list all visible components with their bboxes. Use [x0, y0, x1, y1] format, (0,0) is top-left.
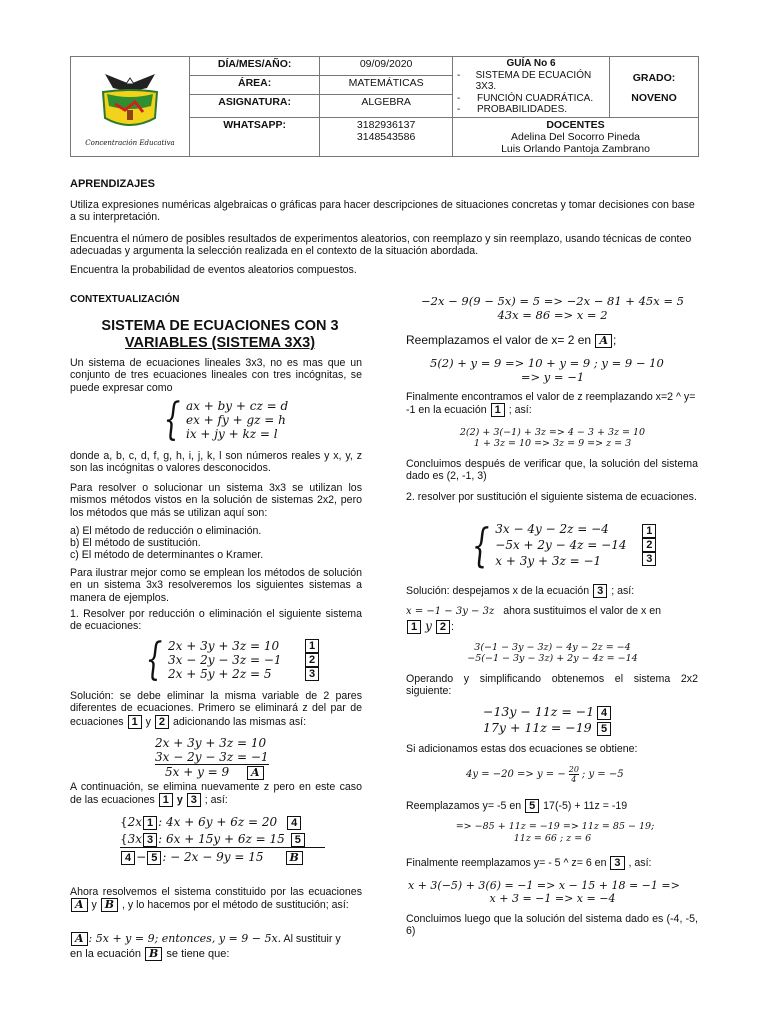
- area-label: ÁREA:: [190, 75, 320, 94]
- grado-value: NOVENO: [631, 92, 677, 104]
- aprendizajes-title: APRENDIZAJES: [70, 178, 155, 190]
- general-eq-2: ex + fy + gz = h: [186, 413, 286, 427]
- operando-text: Operando y simplificando obtenemos el sistema 2x2 siguiente:: [406, 673, 698, 698]
- section-title-line-1: SISTEMA DE ECUACIONES CON 3: [101, 318, 339, 334]
- method-b: b) El método de sustitución.: [70, 537, 201, 549]
- equation-label-a: A: [247, 766, 264, 780]
- substitution-line-2: [70, 947, 229, 961]
- adicionamos-text: Si adicionamos estas dos ecuaciones se obtiene:: [406, 743, 638, 755]
- equation-label-3: 3: [305, 667, 319, 681]
- solution-1-part-c: adicionando las mismas así:: [172, 715, 307, 728]
- equation-label-a: A: [595, 334, 612, 348]
- continuation-part-a: A continuación, se elimina nuevamente z pero en este caso de las ecuaciones: [70, 781, 362, 807]
- equation-label-2: 2: [305, 653, 319, 667]
- system-3-eq-1: −13y − 11z = −1: [483, 704, 595, 719]
- right-m3: 2(2) + 3(−1) + 3z => 4 − 3 + 3z = 10: [459, 427, 646, 438]
- example-2-text: 2. resolver por sustitución el siguiente sistema de ecuaciones.: [406, 491, 697, 503]
- reemplazamos-2-part-a: Reemplazamos y= -5 en: [406, 800, 522, 812]
- right-m8: [466, 765, 624, 784]
- solution-2-part-a: Solución: despejamos x de la ecuación: [406, 585, 590, 597]
- ahora-text: [70, 886, 362, 912]
- solution-2-part-b: ; así:: [611, 585, 635, 597]
- equation-label-3: 3: [187, 793, 201, 807]
- equation-label-1: 1: [143, 816, 157, 830]
- elim-1-result: 5x + y = 9: [165, 765, 230, 779]
- fraction-numerator: 20: [568, 765, 579, 774]
- substitution-text: Al sustituir y: [281, 933, 341, 945]
- example-1-text: 1. Resolver por reducción o eliminación el siguiente sistema de ecuaciones:: [70, 608, 362, 633]
- elimination-1: [155, 736, 269, 780]
- system-2: { 3x − 4y − 2z = −4 −5x + 2y − 4z = −14 x + 3y + 3z = −1 1 2 3: [466, 521, 657, 569]
- general-eq-3: ix + jy + kz = l: [186, 427, 278, 441]
- substitution-line: [70, 932, 370, 946]
- continuation-asi: ; así:: [204, 794, 228, 807]
- school-logo-cell: [71, 57, 190, 157]
- right-m11: x + 3(−5) + 3(6) = −1 => x − 15 + 18 = −1 =>: [408, 879, 680, 892]
- whatsapp-1: 3182936137: [356, 118, 416, 131]
- logo-caption: Concentración Educativa: [85, 138, 175, 147]
- equation-label-5: 5: [147, 851, 161, 865]
- equation-label-5: 5: [291, 833, 305, 847]
- m8-part-b: ; y = −5: [581, 769, 624, 780]
- system-3: [483, 704, 612, 736]
- docentes-label: DOCENTES: [546, 118, 605, 131]
- reemplazamos-text: [406, 333, 616, 348]
- area-value: MATEMÁTICAS: [320, 75, 453, 94]
- finalmente-1-text: [406, 391, 698, 417]
- aprendizajes-p3: Encuentra la probabilidad de eventos aleatorios compuestos.: [70, 264, 357, 276]
- equation-label-2: 2: [155, 715, 169, 729]
- finalmente-1-part-b: ; así:: [508, 404, 532, 417]
- ahora-y: y: [91, 899, 97, 912]
- equation-label-5: 5: [525, 799, 539, 813]
- donde-text: donde a, b, c, d, f, g, h, i, j, k, l son números reales y x, y, z son las incógnitas o valores desconocidos.: [70, 450, 362, 475]
- elim-2-factor-1: 2x: [127, 815, 143, 829]
- finalmente-1-part-a: Finalmente encontramos el valor de z reemplazando x=2 ^ y= -1 en la ecuación: [406, 391, 696, 417]
- despeje-colon: :: [450, 621, 454, 633]
- equation-label-3: 3: [143, 833, 157, 847]
- guia-cell: [453, 57, 610, 118]
- equation-label-1: 1: [159, 793, 173, 807]
- equation-label-3: 3: [642, 552, 656, 566]
- equation-label-4: 4: [121, 851, 135, 865]
- equation-label-2: 2: [642, 538, 656, 552]
- equation-label-4: 4: [597, 706, 611, 720]
- elim-2-eq-2: : 6x + 15y + 6z = 15: [158, 832, 285, 846]
- ilustrar-text: Para ilustrar mejor como se emplean los métodos de solución en un sistema 3x3 resolveremos los siguientes sistemas a manera de ejemplos.: [70, 567, 362, 604]
- solution-1-part-a: Solución: se debe eliminar la misma variable de 2 pares diferentes de ecuaciones. Primero se eliminará z del par de ecuaciones: [70, 690, 362, 728]
- guia-item: - PROBABILIDADES.: [457, 104, 568, 115]
- continuation-y: y: [176, 794, 183, 807]
- despeje-math: x = −1 − 3y − 3z: [406, 606, 495, 617]
- conclusion-2: Concluimos luego que la solución del sistema dado es (-4, -5, 6): [406, 913, 698, 938]
- substitution-part-3: se tiene que:: [166, 948, 230, 960]
- system-2-eq-1: 3x − 4y − 2z = −4: [495, 522, 609, 536]
- whatsapp-values: [320, 117, 453, 156]
- elim-1-eq-2: 3x − 2y − 3z = −1: [155, 750, 269, 764]
- method-c: c) El método de determinantes o Kramer.: [70, 549, 264, 561]
- system-1-eq-1: 2x + 3y + 3z = 10: [168, 639, 280, 653]
- elim-1-eq-1: 2x + 3y + 3z = 10: [155, 736, 267, 750]
- equation-label-b: B: [145, 947, 162, 961]
- general-system: { ax + by + cz = d ex + fy + gz = h ix + jy + kz = l: [163, 394, 289, 445]
- guia-title: GUÍA No 6: [506, 58, 556, 69]
- despeje-line-2: [406, 619, 454, 634]
- right-l1: −2x − 9(9 − 5x) = 5 => −2x − 81 + 45x = 5: [421, 294, 684, 308]
- right-m4: 1 + 3z = 10 => 3z = 9 => z = 3: [473, 438, 632, 449]
- equation-label-a: A: [71, 898, 88, 912]
- guia-item: - SISTEMA DE ECUACIÓN 3X3.: [457, 69, 592, 92]
- equation-label-1: 1: [491, 403, 505, 417]
- grado-label: GRADO:: [632, 72, 676, 84]
- equation-label-1: 1: [407, 620, 421, 634]
- section-title-line-2: VARIABLES (SISTEMA 3X3): [124, 335, 316, 351]
- equation-label-b: B: [101, 898, 118, 912]
- general-eq-1: ax + by + cz = d: [186, 399, 289, 413]
- equation-label-1: 1: [128, 715, 142, 729]
- asignatura-label: ASIGNATURA:: [190, 94, 320, 117]
- whatsapp-label: WHATSAPP:: [190, 117, 320, 156]
- equation-label-2: 2: [436, 620, 450, 634]
- fraction: [569, 765, 579, 784]
- reemplazamos-end: ;: [613, 333, 617, 347]
- right-m10: 11z = 66 ; z = 6: [513, 833, 592, 844]
- right-m1: 5(2) + y = 9 => 10 + y = 9 ; y = 9 − 10: [430, 356, 664, 370]
- school-logo-icon: [85, 66, 175, 136]
- equation-label-1: 1: [305, 639, 319, 653]
- system-1-eq-3: 2x + 5y + 2z = 5: [168, 667, 272, 681]
- substitution-math: : 5x + y = 9; entonces, y = 9 − 5x.: [88, 932, 282, 945]
- dia-label: DÍA/MES/AÑO:: [190, 57, 320, 76]
- despeje-y: y: [425, 619, 432, 633]
- right-l2: 43x = 86 => x = 2: [497, 308, 608, 322]
- whatsapp-2: 3148543586: [356, 130, 416, 143]
- right-m6: 3(−1 − 3y − 3z) − 4y − 2z = −4: [474, 642, 631, 653]
- m8-part-a: 4y = −20 => y = −: [466, 769, 566, 780]
- docente-1: Adelina Del Socorro Pineda: [511, 130, 640, 143]
- minus-sign: −: [136, 850, 147, 864]
- equation-label-1: 1: [642, 524, 656, 538]
- substitution-part-2: en la ecuación: [70, 948, 141, 960]
- right-m7: −5(−1 − 3y − 3z) + 2y − 4z = −14: [467, 653, 638, 664]
- intro-text: Un sistema de ecuaciones lineales 3x3, no es mas que un conjunto de tres ecuaciones lineales con tres incógnitas, se puede expresar como: [70, 357, 362, 394]
- continuation-text: [70, 781, 362, 807]
- elim-2-eq-1: : 4x + 6y + 6z = 20: [158, 815, 278, 829]
- system-2-eq-2: −5x + 2y − 4z = −14: [495, 538, 627, 552]
- finalmente-2-text: [406, 856, 651, 870]
- equation-label-4: 4: [287, 816, 301, 830]
- system-1: { 2x + 3y + 3z = 10 3x − 2y − 3z = −1 2x + 5y + 2z = 5 1 2 3: [140, 638, 320, 682]
- finalmente-2-part-b: , así:: [628, 857, 652, 869]
- ahora-part-b: , y lo hacemos por el método de sustitución; así:: [122, 899, 349, 912]
- asignatura-value: ALGEBRA: [320, 94, 453, 117]
- aprendizajes-p2: Encuentra el número de posibles resultados de experimentos aleatorios, con reemplazo y sin reemplazo, usando técnicas de conteo adecuadas y argumenta la selección realizada en el contexto de la situación abordada.: [70, 233, 692, 258]
- reemplazamos-2-text: [406, 799, 627, 813]
- dia-value: 09/09/2020: [320, 57, 453, 76]
- solution-2-text: [406, 584, 634, 598]
- guia-item: - FUNCIÓN CUADRÁTICA.: [457, 92, 594, 104]
- reemplazamos-2-part-b: 17(-5) + 11z = -19: [543, 800, 628, 812]
- solution-1-y: y: [145, 715, 151, 728]
- system-2-eq-3: x + 3y + 3z = −1: [495, 554, 602, 568]
- header-table: [70, 56, 699, 157]
- equation-label-3: 3: [610, 856, 624, 870]
- solution-1-text: [70, 690, 362, 729]
- aprendizajes-p1: Utiliza expresiones numéricas algebraicas o gráficas para hacer descripciones de situaciones concretas y tomar decisiones con base a su interpretación.: [70, 199, 695, 224]
- method-a: a) El método de reducción o eliminación.: [70, 525, 262, 537]
- despeje-line: [406, 605, 702, 617]
- equation-label-b: B: [286, 851, 303, 865]
- system-1-eq-2: 3x − 2y − 3z = −1: [168, 653, 282, 667]
- section-title: [70, 318, 370, 352]
- right-m12: x + 3 = −1 => x = −4: [489, 892, 616, 905]
- system-3-eq-2: 17y + 11z = −19: [483, 720, 592, 735]
- grado-cell: [610, 57, 699, 118]
- contextualizacion-title: CONTEXTUALIZACIÓN: [70, 294, 180, 305]
- ahora-part-a: Ahora resolvemos el sistema constituido por las ecuaciones: [70, 886, 362, 898]
- finalmente-2-part-a: Finalmente reemplazamos y= - 5 ^ z= 6 en: [406, 857, 607, 869]
- docente-2: Luis Orlando Pantoja Zambrano: [501, 142, 650, 155]
- right-m2: => y = −1: [520, 370, 585, 384]
- fraction-denominator: 4: [571, 775, 577, 784]
- right-m9: => −85 + 11z = −19 => 11z = 85 − 19;: [455, 821, 655, 832]
- elimination-2: {2x 1 : 4x + 6y + 6z = 20 4 {3x 3 : 6x + 15y + 6z = 15 5 4 − 5 : − 2x − 9y = 15 B: [120, 815, 325, 865]
- equation-label-a: A: [71, 932, 88, 946]
- elim-2-factor-2: 3x: [127, 832, 143, 846]
- equation-label-3: 3: [593, 584, 607, 598]
- conclusion-1: Concluimos después de verificar que, la solución del sistema dado es (2, -1, 3): [406, 458, 698, 483]
- reemplazamos-part-a: Reemplazamos el valor de x= 2 en: [406, 333, 592, 347]
- equation-label-5: 5: [597, 722, 611, 736]
- para-text: Para resolver o solucionar un sistema 3x3 se utilizan los mismos métodos vistos en la solución de sistemas 2x2, pero los métodos que más se utilizan aquí son:: [70, 482, 362, 519]
- despeje-text: ahora sustituimos el valor de x en: [503, 605, 661, 617]
- elim-2-result: : − 2x − 9y = 15: [162, 850, 264, 864]
- docentes-cell: [453, 117, 699, 156]
